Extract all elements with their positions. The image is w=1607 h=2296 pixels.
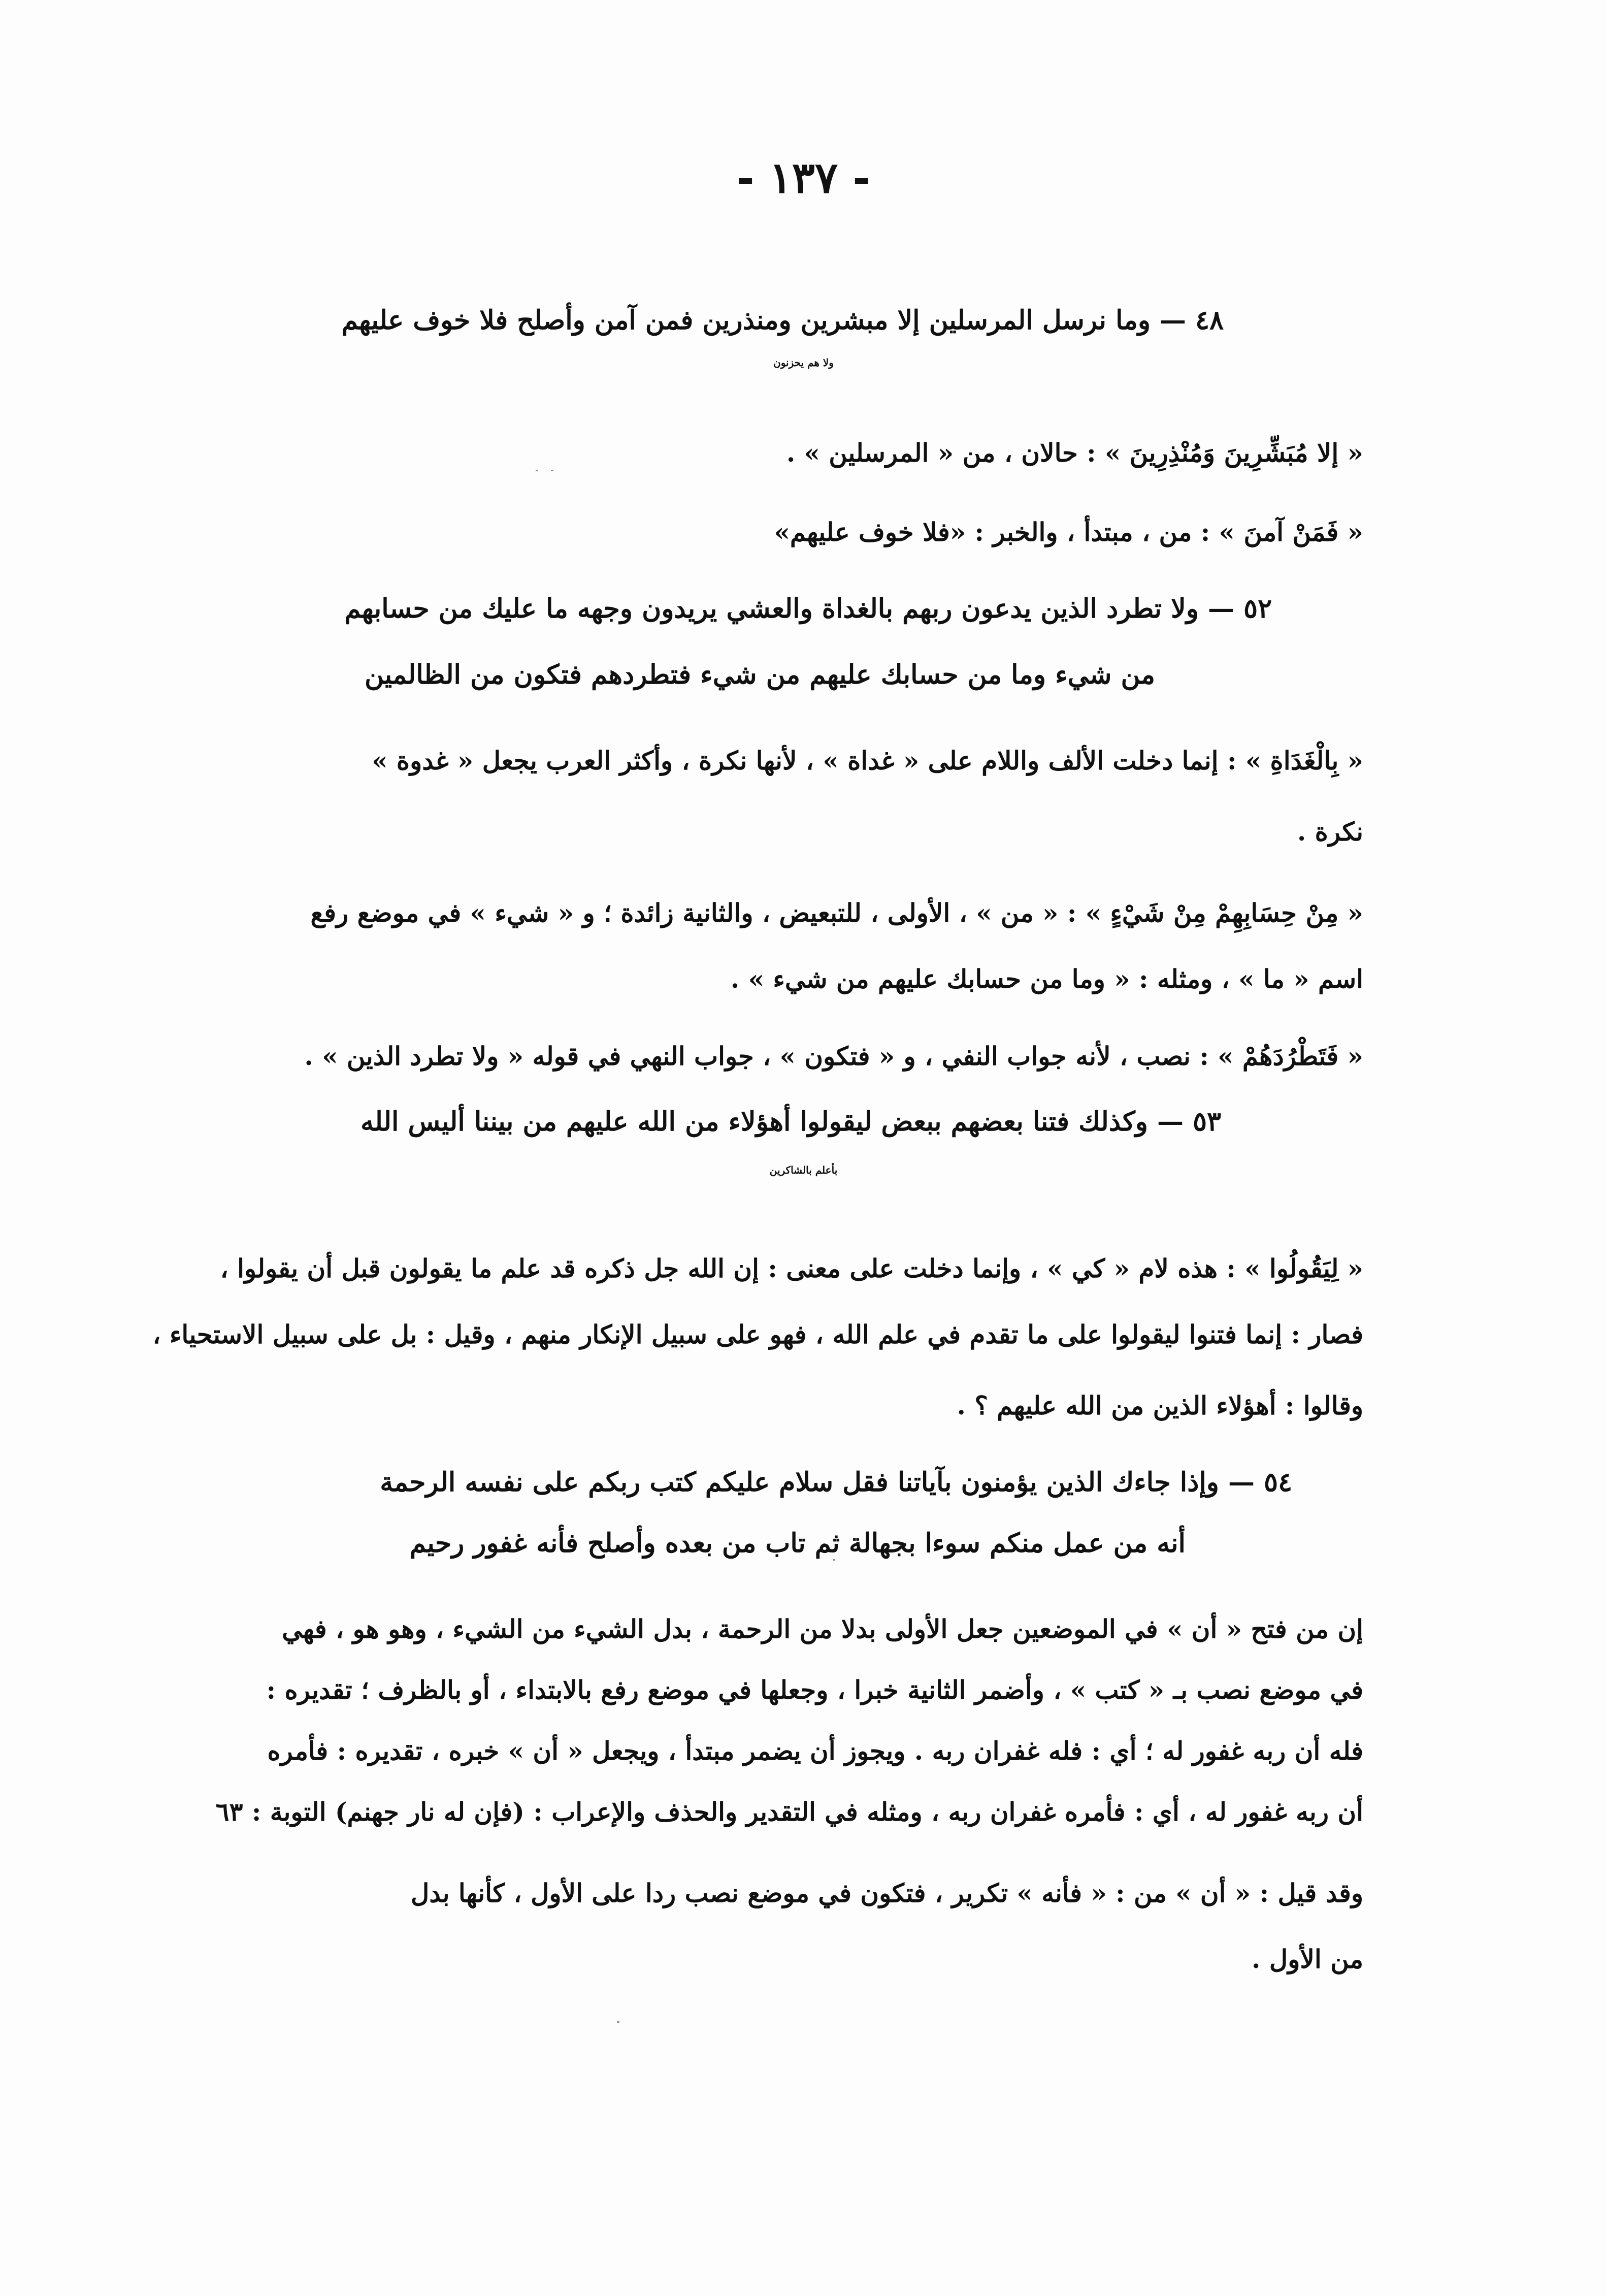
commentary-52-line-1: « بِالْغَدَاةِ » : إنما دخلت الألف واللام على « غداة » ، لأنها نكرة ، وأكثر العرب يجعل « غدوة » [372, 746, 1363, 775]
scan-speck [536, 470, 538, 471]
verse-54-line-1: ٥٤ — وإذا جاءك الذين يؤمنون بآياتنا فقل سلام عليكم كتب ربكم على نفسه الرحمة [380, 1467, 1292, 1498]
commentary-53-line-2: فصار : إنما فتنوا ليقولوا على ما تقدم في علم الله ، فهو على سبيل الإنكار منهم ، وقيل : بل على سبيل الاستحياء ، [152, 1319, 1363, 1349]
verse-52-line-2: من شيء وما من حسابك عليهم من شيء فتطردهم فتكون من الظالمين [365, 659, 1155, 690]
scan-speck [551, 470, 553, 471]
commentary-52-line-4: اسم « ما » ، ومثله : « وما من حسابك عليهم من شيء » . [730, 964, 1363, 994]
commentary-53-line-1: « لِيَقُولُوا » : هذه لام « كي » ، وإنما دخلت على معنى : إن الله جل ذكره قد علم ما يقولون قبل أن يقولوا ، [220, 1253, 1363, 1283]
commentary-48-line-1: « إلا مُبَشِّرِينَ وَمُنْذِرِينَ » : حالان ، من « المرسلين » . [786, 438, 1363, 468]
verse-48-line-1: ٤٨ — وما نرسل المرسلين إلا مبشرين ومنذرين فمن آمن وأصلح فلا خوف عليهم [341, 305, 1224, 336]
commentary-52-line-2: نكرة . [1297, 817, 1363, 847]
scan-speck [617, 2021, 619, 2023]
page-number: - ١٣٧ - [736, 152, 871, 203]
verse-53-line-2: بأعلم بالشاكرين [769, 1164, 838, 1176]
commentary-52-line-3: « مِنْ حِسَابِهِمْ مِنْ شَيْءٍ » : « من » ، الأولى ، للتبعيض ، والثانية زائدة ؛ و « شيء » في موضع رفع [310, 898, 1363, 928]
commentary-54-line-4: أن ربه غفور له ، أي : فأمره غفران ربه ، ومثله في التقدير والحذف والإعراب : (فإن له نار جهنم) التوبة : ٦٣ [215, 1797, 1363, 1827]
verse-48-line-2: ولا هم يحزنون [773, 357, 834, 369]
verse-52-line-1: ٥٢ — ولا تطرد الذين يدعون ربهم بالغداة والعشي يريدون وجهه ما عليك من حسابهم [344, 593, 1272, 624]
verse-54-line-2: أنه من عمل منكم سوءا بجهالة ثم تاب من بعده وأصلح فأنه غفور رحيم [409, 1528, 1186, 1559]
scan-speck [833, 1559, 835, 1561]
commentary-54-line-2: في موضع نصب بـ « كتب » ، وأضمر الثانية خبرا ، وجعلها في موضع رفع بالابتداء ، أو بالظرف ؛ تقديره : [266, 1675, 1363, 1705]
commentary-48-line-2: « فَمَنْ آمنَ » : من ، مبتدأ ، والخبر : «فلا خوف عليهم» [774, 517, 1363, 547]
commentary-52-line-5: « فَتَطْرُدَهُمْ » : نصب ، لأنه جواب النفي ، و « فتكون » ، جواب النهي في قوله « ولا تطرد الذين » . [304, 1041, 1363, 1071]
commentary-54-line-1: إن من فتح « أن » في الموضعين جعل الأولى بدلا من الرحمة ، بدل الشيء من الشيء ، وهو هو ، فهي [282, 1614, 1363, 1644]
commentary-54-line-3: فله أن ربه غفور له ؛ أي : فله غفران ربه . ويجوز أن يضمر مبتدأ ، ويجعل « أن » خبره ، تقديره : فأمره [267, 1736, 1363, 1766]
commentary-53-line-3: وقالوا : أهؤلاء الذين من الله عليهم ؟ . [957, 1390, 1363, 1420]
commentary-54-line-6: من الأول . [1252, 1944, 1363, 1974]
verse-53-line-1: ٥٣ — وكذلك فتنا بعضهم ببعض ليقولوا أهؤلاء من الله عليهم من بيننا أليس الله [360, 1106, 1221, 1137]
commentary-54-line-5: وقد قيل : « أن » من : « فأنه » تكرير ، فتكون في موضع نصب ردا على الأول ، كأنها بدل [411, 1878, 1363, 1908]
